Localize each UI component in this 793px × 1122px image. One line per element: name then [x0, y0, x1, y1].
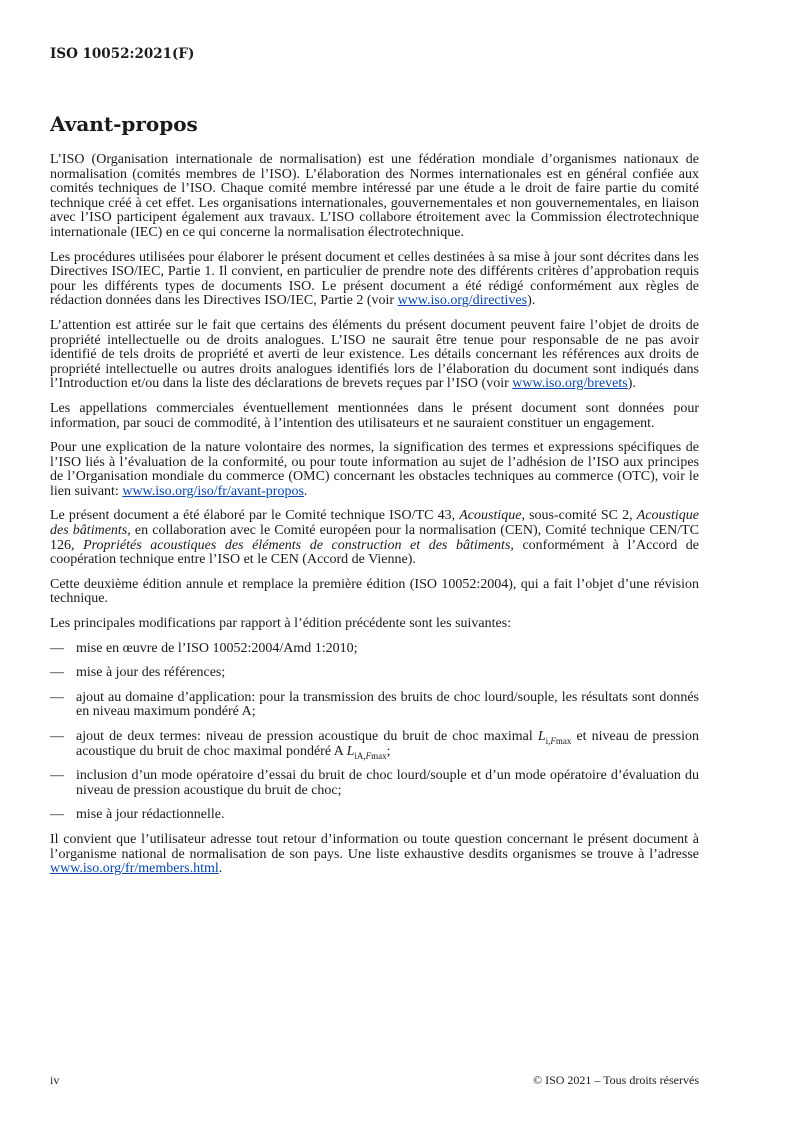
list-item: — mise à jour rédactionnelle. — [50, 807, 225, 823]
list-item: — ajout au domaine d’application: pour la transmission des bruits de choc lourd/souple, les résultats sont donnés en niveau maximum pondéré A; — [50, 689, 699, 720]
foreword-body — [50, 153, 699, 887]
document-id: ISO 10052:2021(F) — [50, 46, 195, 62]
link-avant-propos[interactable]: www.iso.org/iso/fr/avant-propos — [122, 483, 304, 499]
paragraph-patents: L’attention est attirée sur le fait que certains des éléments du présent document peuvent faire l’objet de droits de propriété intellectuelle ou de droits analogues. L’ISO ne saurait être tenue pour responsable de ne pas avoir identifié de tels droits de propriété et averti de leur existence. Les détails concernant les références aux droits de propriété intellectuelle ou autres droits analogues identifiés lors de l’élaboration du document sont indiqués dans l’Introduction et/ou dans la liste des déclarations de brevets reçues par l’ISO (voir www.iso.org/brevets). — [50, 317, 699, 392]
page-title: Avant-propos — [50, 112, 198, 136]
list-item: — ajout de deux termes: niveau de pression acoustique du bruit de choc maximal $L_{i,Fmax}$ et niveau de pression acoustique du bruit de choc maximal pondéré A $L_{iA,Fmax}$; — [50, 729, 699, 761]
link-directives[interactable]: www.iso.org/directives — [397, 293, 528, 309]
paragraph-committee: Le présent document a été élaboré par le Comité technique ISO/TC 43, Acoustique, sous-comité SC 2, Acoustique des bâtiments, en collaboration avec le Comité européen pour la normalisation (CEN), Comité technique CEN/TC 126, Propriétés acoustiques des éléments de construction et des bâtiments, conformément à l’Accord de coopération technique entre l’ISO et le CEN (Accord de Vienne). — [50, 508, 699, 568]
modifications-list — [50, 642, 699, 823]
dash-bullet: — — [50, 768, 64, 784]
paragraph-iso-intro: L’ISO (Organisation internationale de normalisation) est une fédération mondiale d’organismes nationaux de normalisation (comités membres de l’ISO). L’élaboration des Normes internationales est en général confiée aux comités techniques de l’ISO. Chaque comité membre intéressé par une étude a le droit de faire partie du comité technique créé à cet effet. Les organisations internationales, gouvernementales et non gouvernementales, en liaison avec l’ISO participent également aux travaux. L’ISO collabore étroitement avec la Commission électrotechnique internationale (IEC) en ce qui concerne la normalisation électrotechnique. — [50, 152, 699, 240]
paragraph-feedback: Il convient que l’utilisateur adresse tout retour d’information ou toute question concernant le présent document à l’organisme national de normalisation de son pays. Une liste exhaustive desdits organismes se trouve à l’adresse www.iso.org/fr/members.html. — [50, 831, 699, 877]
paragraph-voluntary-nature: Pour une explication de la nature volontaire des normes, la signification des termes et expressions spécifiques de l’ISO liés à l’évaluation de la conformité, ou pour toute information au sujet de l’adhésion de l’ISO aux principes de l’Organisation mondiale du commerce (OMC) concernant les obstacles techniques au commerce (OTC), voir le lien suivant: www.iso.org/iso/fr/avant-propos. — [50, 440, 699, 499]
list-item: — inclusion d’un mode opératoire d’essai du bruit de choc lourd/souple et d’un mode opératoire d’évaluation du niveau de pression acoustique du bruit de choc; — [50, 768, 699, 798]
subscript: iA,Fmax — [354, 750, 387, 761]
paragraph-procedures: Les procédures utilisées pour élaborer le présent document et celles destinées à sa mise à jour sont décrites dans les Directives ISO/IEC, Partie 1. Il convient, en particulier de prendre note des différents critères d’approbation requis pour les différents types de documents ISO. Le présent document a été rédigé conformément aux règles de rédaction données dans les Directives ISO/IEC, Partie 2 (voir www.iso.org/directives). — [50, 249, 699, 309]
list-item: — mise en œuvre de l’ISO 10052:2004/Amd 1:2010; — [50, 640, 358, 656]
dash-bullet: — — [50, 689, 64, 705]
dash-bullet: — — [50, 807, 64, 823]
paragraph-edition: Cette deuxième édition annule et remplace la première édition (ISO 10052:2004), qui a fait l’objet d’une révision technique. — [50, 576, 699, 607]
paragraph-trade-names: Les appellations commerciales éventuellement mentionnées dans le présent document sont données pour information, par souci de commodité, à l’intention des utilisateurs et ne sauraient constituer un engagement. — [50, 400, 699, 431]
dash-bullet: — — [50, 640, 64, 656]
link-members[interactable]: www.iso.org/fr/members.html — [50, 861, 219, 877]
copyright-notice: © ISO 2021 – Tous droits réservés — [532, 1073, 699, 1087]
subscript: i,Fmax — [545, 735, 572, 746]
list-item: — mise à jour des références; — [50, 665, 226, 681]
dash-bullet: — — [50, 729, 64, 744]
page-number: iv — [50, 1073, 60, 1087]
dash-bullet: — — [50, 665, 64, 681]
link-brevets[interactable]: www.iso.org/brevets — [512, 376, 628, 392]
paragraph-modifications-intro: Les principales modifications par rapport à l’édition précédente sont les suivantes: — [50, 616, 512, 632]
